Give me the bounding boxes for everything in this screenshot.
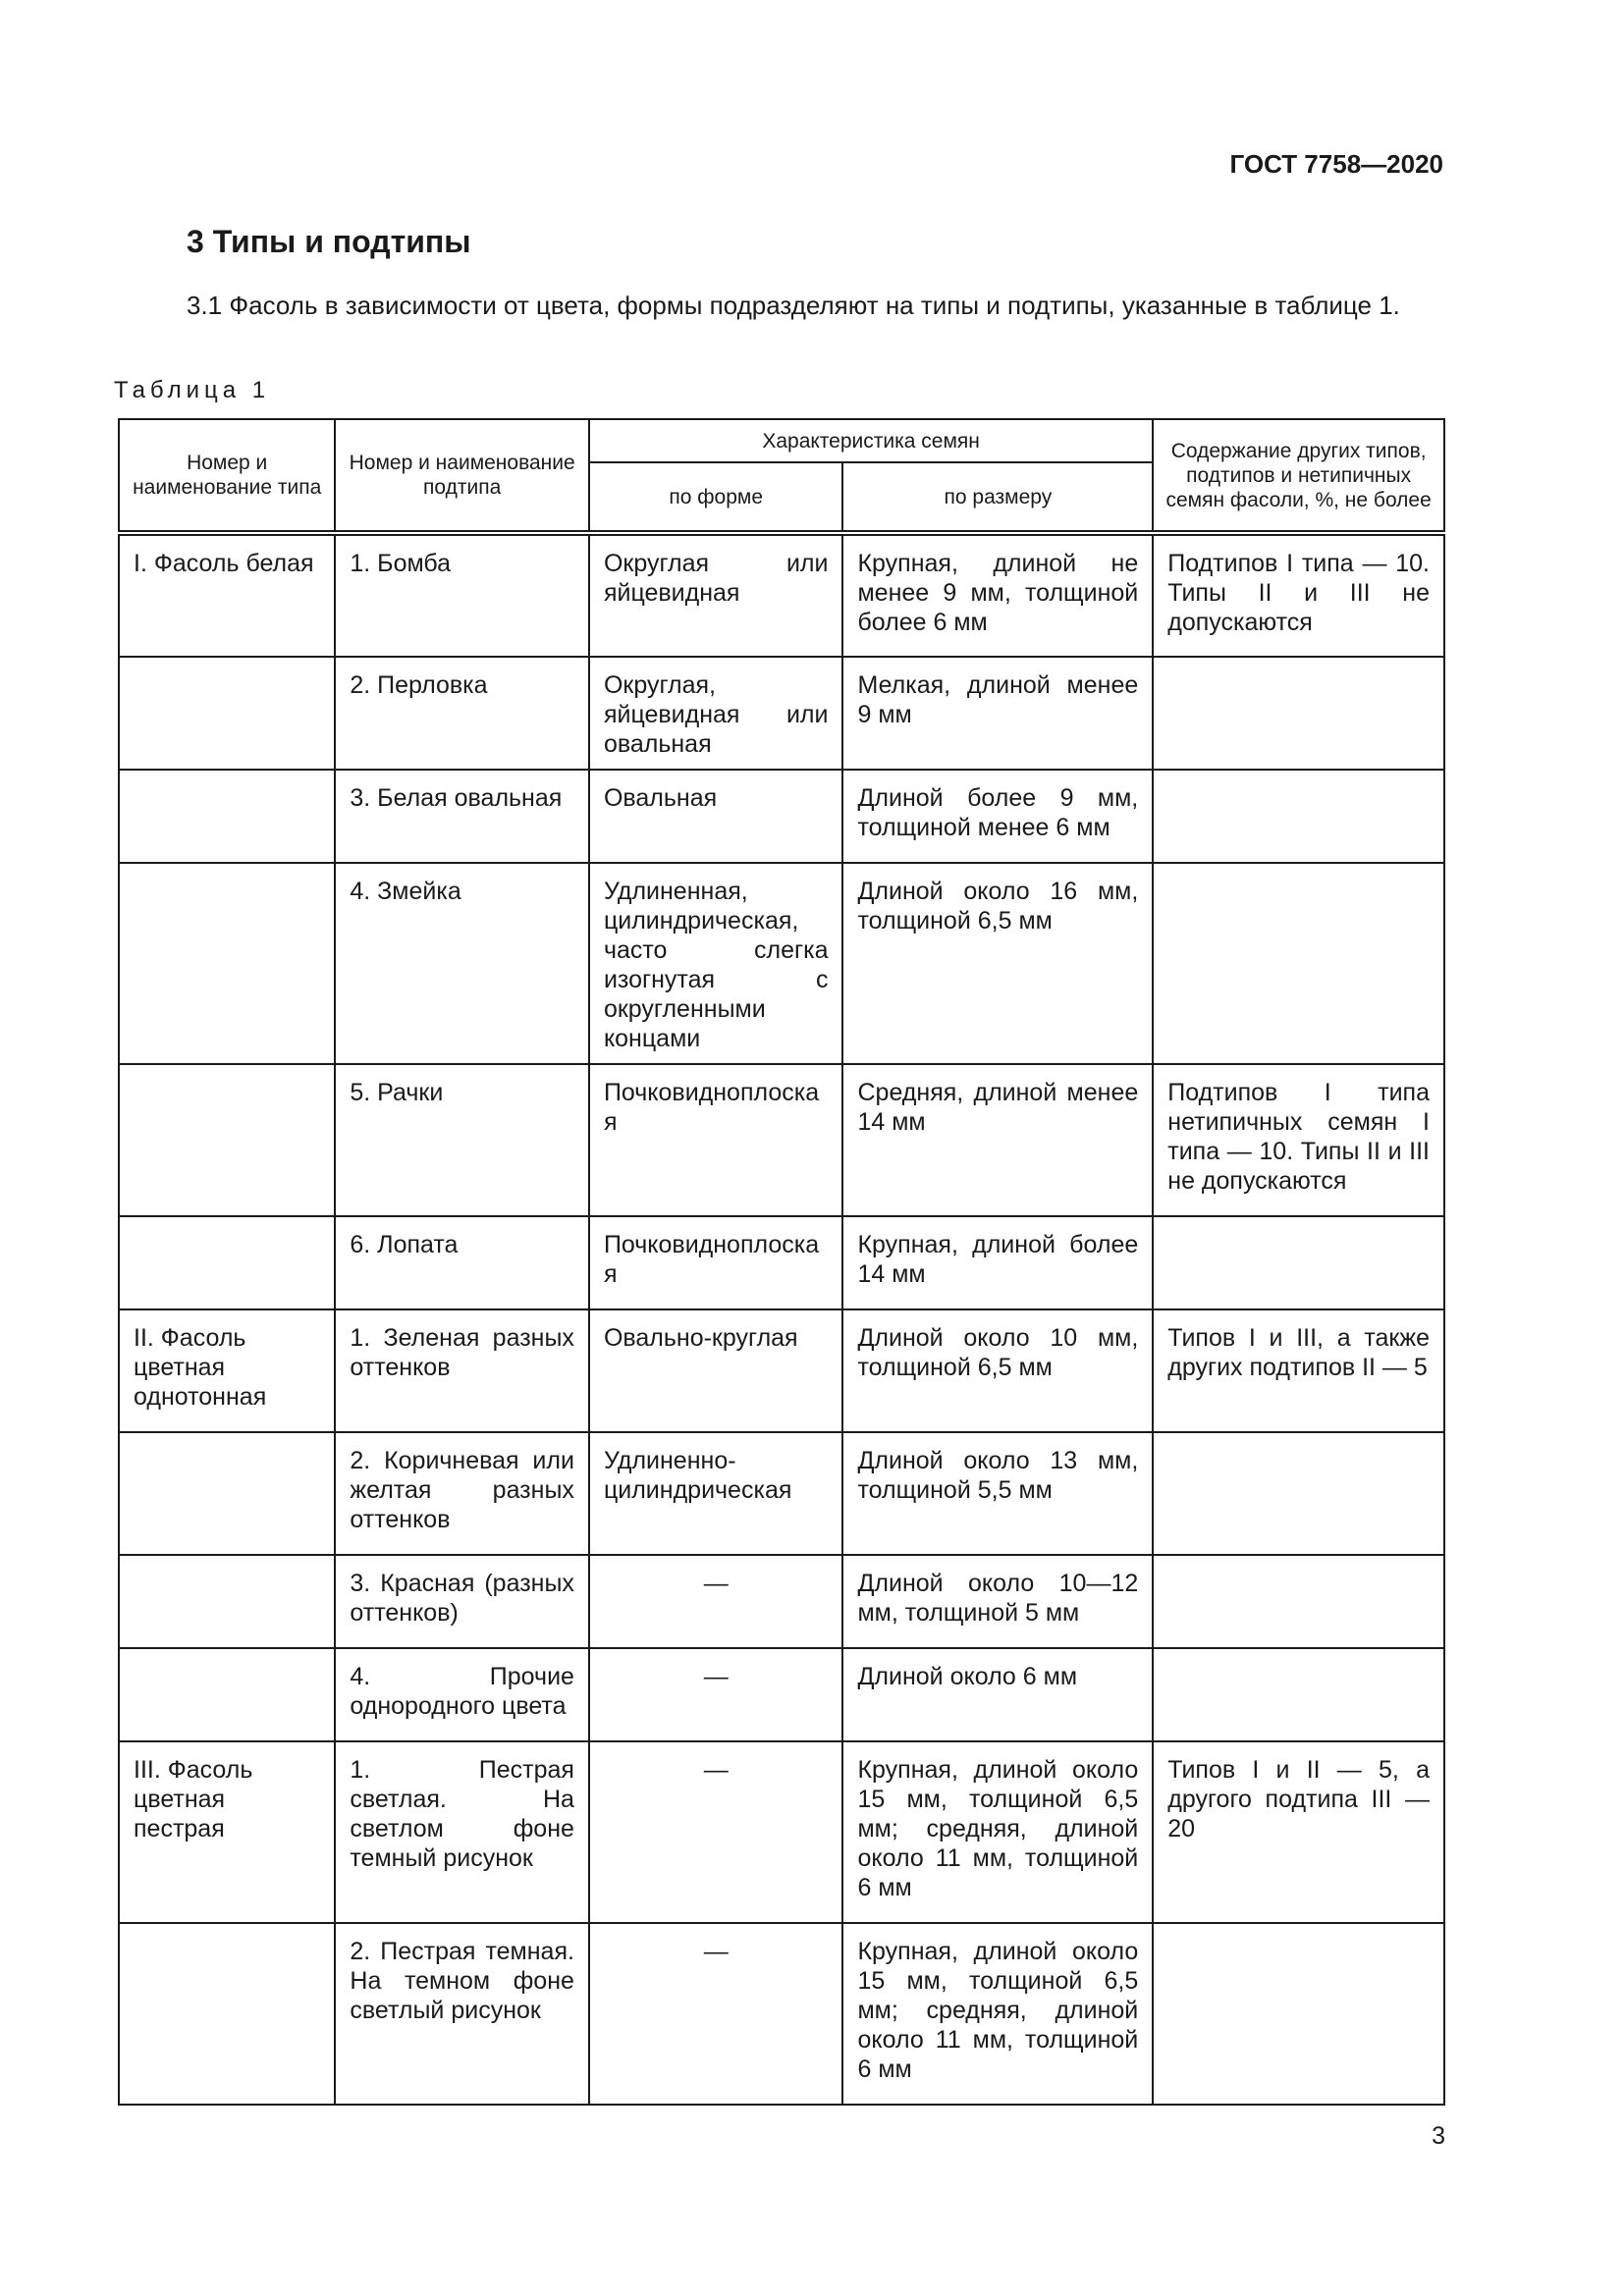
table-row	[119, 533, 1444, 657]
cell-subtype: 3. Белая овальная	[335, 770, 589, 863]
table-row	[119, 863, 1444, 1064]
cell-size: Средняя, длиной менее 14 мм	[842, 1064, 1153, 1216]
header-subtype: Номер и наименование подтипа	[335, 419, 589, 533]
cell-shape: Округлая или яйцевидная	[589, 533, 843, 657]
cell-size: Крупная, длиной не менее 9 мм, толщиной более 6 мм	[842, 533, 1153, 657]
cell-content	[1153, 1216, 1444, 1309]
cell-type	[119, 1432, 335, 1555]
cell-size: Крупная, длиной около 15 мм, толщиной 6,5 мм; средняя, длиной около 11 мм, толщиной 6 мм	[842, 1741, 1153, 1923]
cell-content	[1153, 863, 1444, 1064]
cell-subtype: 1. Пестрая светлая. На светлом фоне темный рисунок	[335, 1741, 589, 1923]
cell-shape: Почковидноплоская	[589, 1064, 843, 1216]
cell-size: Крупная, длиной более 14 мм	[842, 1216, 1153, 1309]
cell-shape: —	[589, 1555, 843, 1648]
table-row	[119, 657, 1444, 770]
bean-types-table	[118, 418, 1445, 2106]
cell-type	[119, 1923, 335, 2105]
cell-shape: Удлиненно-цилиндрическая	[589, 1432, 843, 1555]
cell-size: Длиной около 13 мм, толщиной 5,5 мм	[842, 1432, 1153, 1555]
table-row	[119, 1648, 1444, 1741]
cell-subtype: 1. Зеленая разных оттенков	[335, 1309, 589, 1432]
table-row	[119, 1923, 1444, 2105]
cell-size: Длиной около 6 мм	[842, 1648, 1153, 1741]
cell-type	[119, 1064, 335, 1216]
cell-shape: Удлиненная, цилиндрическая, часто слегка изогнутая с округленными концами	[589, 863, 843, 1064]
cell-subtype: 1. Бомба	[335, 533, 589, 657]
cell-size: Длиной около 10 мм, толщиной 6,5 мм	[842, 1309, 1153, 1432]
header-content: Содержание других типов, подтипов и нетипичных семян фасоли, %, не более	[1153, 419, 1444, 533]
cell-type	[119, 1555, 335, 1648]
paragraph-3-1: 3.1 Фасоль в зависимости от цвета, формы подразделяют на типы и подтипы, указанные в таблице 1.	[187, 291, 1400, 320]
cell-type	[119, 1216, 335, 1309]
cell-size: Длиной около 10—12 мм, толщиной 5 мм	[842, 1555, 1153, 1648]
cell-type: II. Фасоль цветная однотонная	[119, 1309, 335, 1432]
table-row	[119, 1555, 1444, 1648]
header-characteristics: Характеристика семян	[589, 419, 1153, 462]
cell-shape: Овальная	[589, 770, 843, 863]
cell-content	[1153, 1923, 1444, 2105]
cell-type	[119, 863, 335, 1064]
cell-type: I. Фасоль белая	[119, 533, 335, 657]
cell-shape: —	[589, 1923, 843, 2105]
cell-shape: —	[589, 1648, 843, 1741]
table-row	[119, 770, 1444, 863]
cell-subtype: 2. Перловка	[335, 657, 589, 770]
cell-content: Типов I и II — 5, а другого подтипа III — 20	[1153, 1741, 1444, 1923]
cell-shape: Округлая, яйцевидная или овальная	[589, 657, 843, 770]
header-type: Номер и наименование типа	[119, 419, 335, 533]
section-title: 3 Типы и подтипы	[187, 224, 471, 259]
cell-subtype: 6. Лопата	[335, 1216, 589, 1309]
cell-shape: —	[589, 1741, 843, 1923]
header-by-size: по размеру	[842, 462, 1153, 533]
cell-subtype: 4. Прочие однородного цвета	[335, 1648, 589, 1741]
cell-content: Типов I и III, а также других подтипов II — 5	[1153, 1309, 1444, 1432]
table-row	[119, 1216, 1444, 1309]
cell-content: Подтипов I типа нетипичных семян I типа — 10. Типы II и III не допускаются	[1153, 1064, 1444, 1216]
page-number: 3	[1432, 2122, 1445, 2150]
cell-size: Длиной около 16 мм, толщиной 6,5 мм	[842, 863, 1153, 1064]
cell-size: Длиной более 9 мм, толщиной менее 6 мм	[842, 770, 1153, 863]
cell-type: III. Фасоль цветная пестрая	[119, 1741, 335, 1923]
cell-subtype: 3. Красная (разных оттенков)	[335, 1555, 589, 1648]
cell-subtype: 2. Пестрая темная. На темном фоне светлый рисунок	[335, 1923, 589, 2105]
table-caption: Таблица 1	[114, 377, 271, 403]
cell-content	[1153, 770, 1444, 863]
cell-size: Мелкая, длиной менее 9 мм	[842, 657, 1153, 770]
cell-shape: Почковидноплоская	[589, 1216, 843, 1309]
table-row	[119, 1432, 1444, 1555]
cell-content	[1153, 1432, 1444, 1555]
cell-subtype: 4. Змейка	[335, 863, 589, 1064]
cell-content	[1153, 1648, 1444, 1741]
table-row	[119, 1064, 1444, 1216]
header-by-shape: по форме	[589, 462, 843, 533]
cell-type	[119, 1648, 335, 1741]
cell-subtype: 2. Коричневая или желтая разных оттенков	[335, 1432, 589, 1555]
document-code: ГОСТ 7758—2020	[1229, 149, 1443, 179]
cell-type	[119, 770, 335, 863]
cell-content: Подтипов I типа — 10. Типы II и III не допускаются	[1153, 533, 1444, 657]
cell-shape: Овально-круглая	[589, 1309, 843, 1432]
cell-type	[119, 657, 335, 770]
cell-content	[1153, 657, 1444, 770]
table-row	[119, 1741, 1444, 1923]
cell-size: Крупная, длиной около 15 мм, толщиной 6,5 мм; средняя, длиной около 11 мм, толщиной 6 мм	[842, 1923, 1153, 2105]
cell-subtype: 5. Рачки	[335, 1064, 589, 1216]
table-row	[119, 1309, 1444, 1432]
cell-content	[1153, 1555, 1444, 1648]
